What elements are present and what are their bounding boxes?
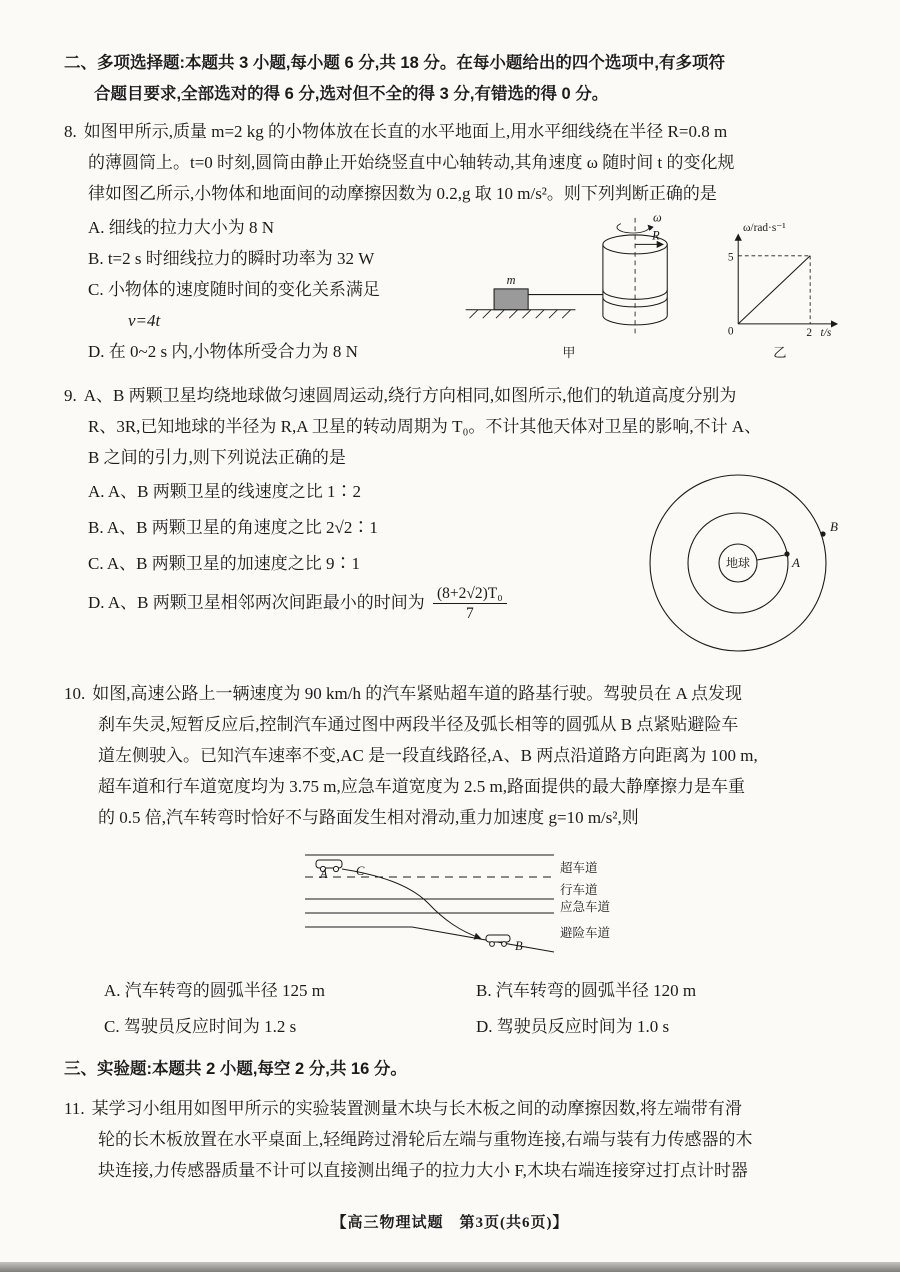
q10-option-a: A. 汽车转弯的圆弧半径 125 m: [104, 981, 325, 1000]
q10-figure-labels: [319, 860, 611, 953]
q11-stem-line: 某学习小组用如图甲所示的实验装置测量木块与长木板之间的动摩擦因数,将左端带有滑: [91, 1099, 742, 1118]
question-9-stem: [64, 380, 848, 473]
q8-option-c-formula: v=4t: [128, 311, 161, 330]
point-b-label: B: [515, 939, 523, 953]
page-footer: 【高三物理试题 第3页(共6页)】: [331, 1215, 569, 1231]
q10-figure-svg: [302, 845, 640, 959]
overtaking-lane-label: 超车道: [560, 861, 598, 875]
q9-option-d-text: D. A、B 两颗卫星相邻两次间距最小的时间为: [88, 592, 425, 612]
q8-option-b: B. t=2 s 时细线拉力的瞬时功率为 32 W: [88, 249, 375, 268]
graph-origin: 0: [727, 325, 734, 338]
question-9-body: [64, 476, 848, 670]
graph-y-axis-label: ω/rad·s⁻¹: [742, 222, 786, 235]
emergency-lane-label: 应急车道: [560, 900, 611, 914]
escape-lane-label: 避险车道: [560, 926, 611, 940]
q8-option-c: C. 小物体的速度随时间的变化关系满足: [88, 280, 380, 299]
q11-stem-line: 块连接,力传感器质量不计可以直接测出绳子的拉力大小 F,木块右端连接穿过打点计时器: [98, 1161, 748, 1180]
q8-option-d: D. 在 0~2 s 内,小物体所受合力为 8 N: [88, 342, 358, 361]
satellite-a-dot: [784, 551, 789, 556]
question-11-number: 11.: [64, 1099, 85, 1118]
satellite-a-label: A: [792, 555, 800, 570]
question-8-stem: [64, 116, 848, 209]
car-at-b: [486, 935, 510, 946]
graph-y-tick: 5: [727, 251, 734, 264]
omega-label: ω: [653, 212, 662, 225]
point-a-label: A: [320, 867, 328, 881]
fraction-denominator: 7: [465, 605, 474, 623]
q9-option-b: B. A、B 两颗卫星的角速度之比 2√2∶1: [88, 518, 378, 537]
section-experiment-title: 三、实验题:本题共 2 小题,每空 2 分,共 16 分。: [64, 1060, 407, 1078]
satellite-b-dot: [820, 531, 825, 536]
question-10-figure: [302, 845, 848, 969]
omega-arrow: [617, 224, 649, 233]
q10-stem-line: 刹车失灵,短暂反应后,控制汽车通过图中两段半径及弧长相等的圆弧从 B 点紧贴避险车: [98, 715, 739, 734]
question-10-number: 10.: [64, 684, 86, 703]
question-9-options: [64, 476, 624, 629]
section-title-line1: 二、多项选择题:本题共 3 小题,每小题 6 分,共 18 分。在每小题给出的四个选项中,有多项符: [64, 54, 725, 72]
block-and-cylinder-diagram: [466, 218, 668, 333]
q8-option-a: A. 细线的拉力大小为 8 N: [88, 218, 275, 237]
figure-caption-yi: 乙: [773, 345, 787, 361]
graph-line: [738, 256, 810, 324]
q9-stem-line: A、B 两颗卫星均绕地球做匀速圆周运动,绕行方向相同,如图所示,他们的轨道高度分别为: [83, 386, 737, 405]
q11-stem-line: 轮的长木板放置在水平桌面上,轻绳跨过滑轮后左端与重物连接,右端与装有力传感器的木: [98, 1130, 753, 1149]
q8-stem-line: 如图甲所示,质量 m=2 kg 的小物体放在长直的水平地面上,用水平细线绕在半径 R=0.8 m: [83, 122, 728, 141]
q10-stem-line: 如图,高速公路上一辆速度为 90 km/h 的汽车紧贴超车道的路基行驶。驾驶员在 A 点发现: [92, 684, 743, 703]
question-9-number: 9.: [64, 386, 77, 405]
ground-hatching: [469, 310, 570, 319]
q9-stem-line: B 之间的引力,则下列说法正确的是: [88, 448, 346, 467]
graph-x-axis-label: t/s: [820, 327, 832, 340]
q9-option-a: A. A、B 两颗卫星的线速度之比 1∶2: [88, 482, 361, 501]
q8-stem-line: 的薄圆筒上。t=0 时刻,圆筒由静止开始绕竖直中心轴转动,其角速度 ω 随时间 t 的变化规: [88, 153, 735, 172]
q8-stem-line: 律如图乙所示,小物体和地面间的动摩擦因数为 0.2,g 取 10 m/s²。则下列判断正确的是: [88, 184, 717, 203]
radius-label: R: [652, 228, 660, 243]
question-8-options: [64, 212, 456, 367]
question-8-figure: [460, 212, 848, 372]
q9-option-d: [88, 584, 624, 624]
graph-x-tick: 2: [806, 327, 813, 340]
q10-stem-line: 道左侧驶入。已知汽车速率不变,AC 是一段直线路径,A、B 两点沿道路方向距离为 100 m,: [98, 746, 758, 765]
q10-option-b: B. 汽车转弯的圆弧半径 120 m: [476, 981, 697, 1000]
q10-option-c: C. 驾驶员反应时间为 1.2 s: [104, 1017, 297, 1036]
earth-label: 地球: [725, 556, 751, 570]
q9-option-d-fraction: [433, 584, 507, 624]
q10-option-d: D. 驾驶员反应时间为 1.0 s: [476, 1017, 670, 1036]
satellite-b-label: B: [830, 519, 838, 534]
mass-block: [494, 289, 528, 310]
exam-content: [64, 48, 848, 1186]
q9-option-c: C. A、B 两颗卫星的加速度之比 9∶1: [88, 554, 361, 573]
road-lanes: [305, 855, 554, 952]
fraction-numerator: (8+2√2)T₀: [433, 584, 507, 604]
question-11-stem: [64, 1093, 848, 1186]
question-8-number: 8.: [64, 122, 77, 141]
mass-label: m: [506, 273, 516, 288]
car-path-curve: [342, 869, 480, 938]
q10-stem-line: 的 0.5 倍,汽车转弯时恰好不与路面发生相对滑动,重力加速度 g=10 m/s²,则: [98, 808, 639, 827]
omega-time-graph: [738, 235, 836, 324]
driving-lane-label: 行车道: [560, 883, 598, 897]
question-9-figure: [636, 464, 848, 670]
question-10-stem: [64, 678, 848, 833]
section-multi-choice-title: [64, 48, 848, 110]
question-10-options: [104, 975, 848, 1042]
section-title-line2: 合题目要求,全部选对的得 6 分,选对但不全的得 3 分,有错选的得 0 分。: [94, 85, 609, 103]
q10-stem-line: 超车道和行车道宽度均为 3.75 m,应急车道宽度为 2.5 m,路面提供的最大静摩擦力是车重: [98, 777, 745, 796]
point-c-label: C: [356, 864, 365, 878]
question-8-body: [64, 212, 848, 372]
q9-stem-line: R、3R,已知地球的半径为 R,A 卫星的转动周期为 T₀。不计其他天体对卫星的影响,不计 A、: [88, 417, 762, 436]
q8-figure-svg: [460, 212, 848, 362]
scan-edge: [0, 1262, 900, 1272]
q9-figure-svg: [636, 464, 848, 660]
q8-graph-labels: [728, 222, 832, 339]
figure-caption-jia: 甲: [562, 345, 576, 361]
radius-line-to-a: [757, 555, 785, 560]
